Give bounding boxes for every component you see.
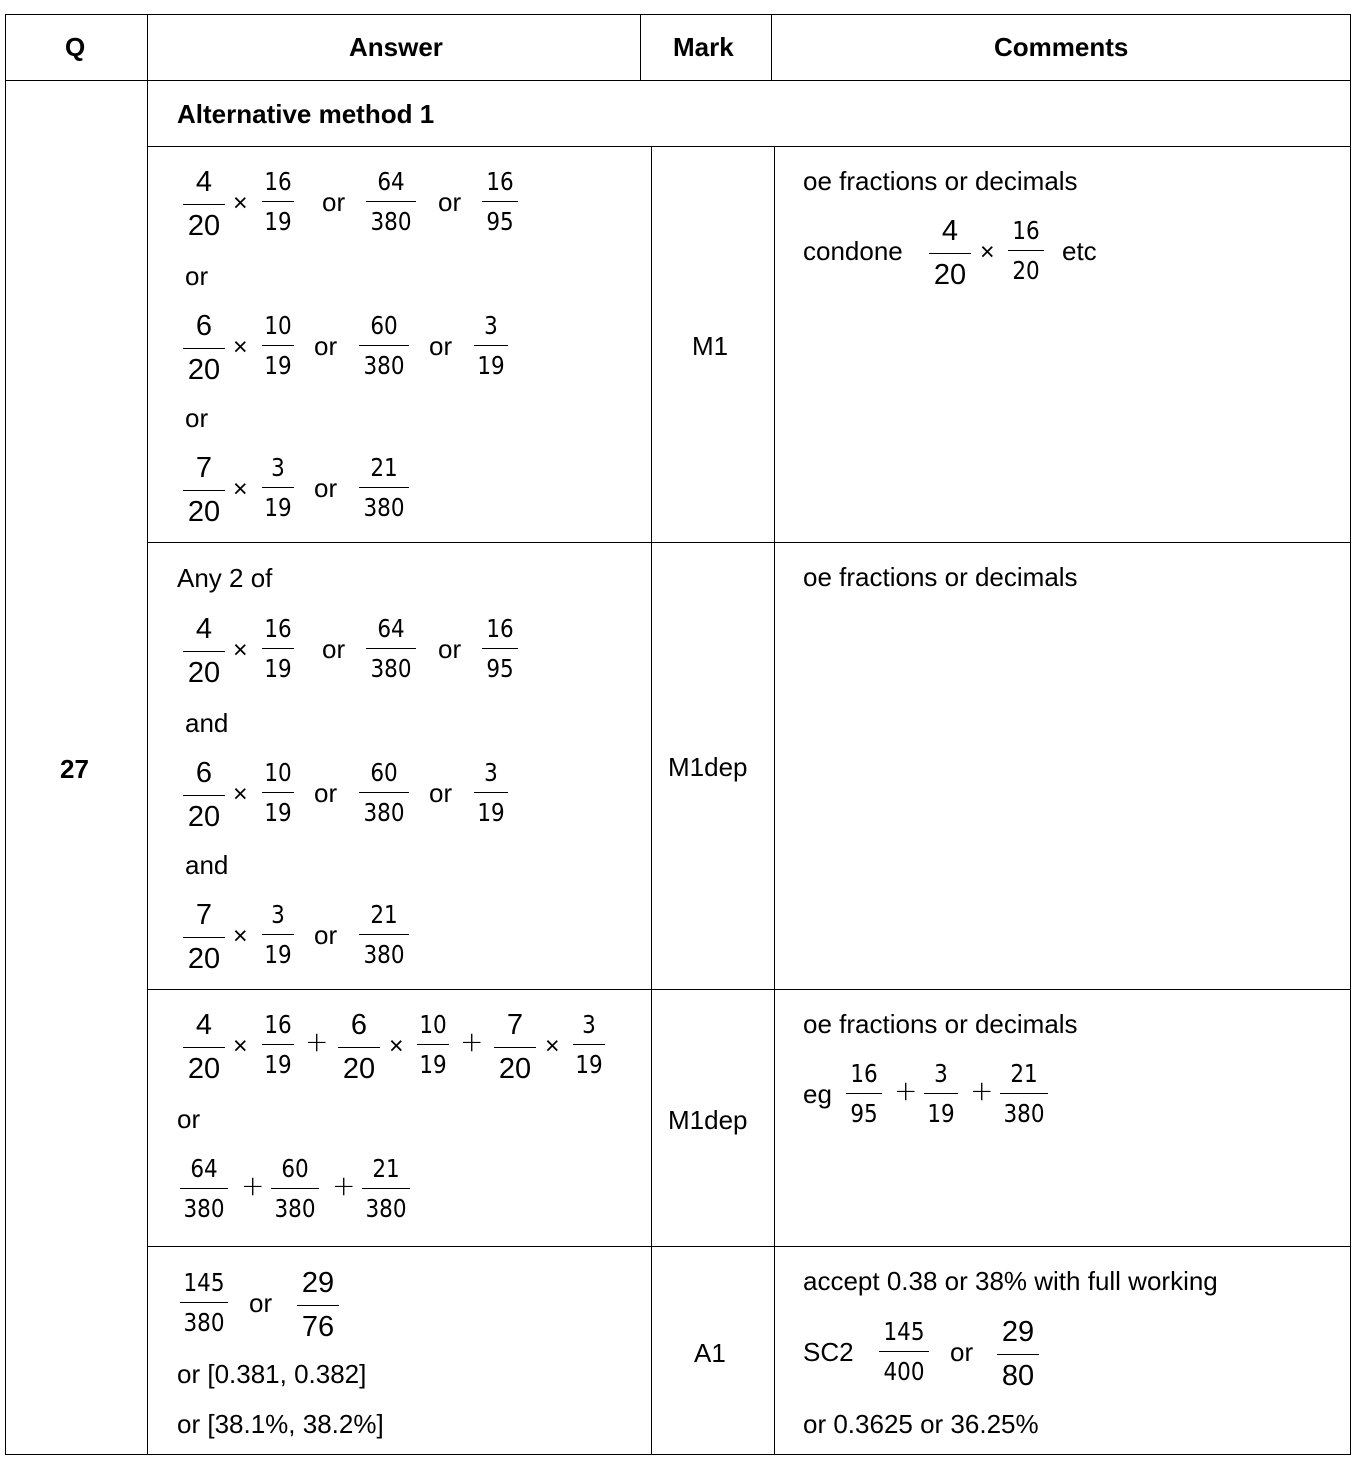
and-text: and <box>185 708 229 738</box>
fraction: 6 20 <box>183 312 225 385</box>
table-border-left <box>5 14 6 1455</box>
comment-text: oe fractions or decimals <box>803 562 1078 592</box>
etc-text: etc <box>1062 236 1097 266</box>
header-mark: Mark <box>673 32 734 62</box>
fraction: 16 19 <box>262 616 294 681</box>
fraction: 60 380 <box>359 760 409 825</box>
times-sign: × <box>233 189 248 217</box>
fraction: 60 380 <box>271 1156 319 1221</box>
fraction: 10 19 <box>417 1012 449 1077</box>
comment-text: accept 0.38 or 38% with full working <box>803 1266 1218 1296</box>
q-column-line <box>147 14 148 1455</box>
times-sign: × <box>233 333 248 361</box>
mark-row-2: M1dep <box>668 752 748 782</box>
or-text: or <box>322 187 346 217</box>
fraction: 29 76 <box>297 1269 339 1342</box>
or-text: or <box>177 1104 201 1134</box>
plus-sign: + <box>332 1169 356 1202</box>
or-text: or <box>314 920 338 950</box>
times-sign: × <box>233 1032 248 1060</box>
fraction: 4 20 <box>929 217 971 290</box>
fraction: 4 20 <box>183 1011 225 1084</box>
or-text: or <box>438 187 462 217</box>
plus-sign: + <box>241 1169 265 1202</box>
plus-sign: + <box>970 1074 994 1107</box>
method-title-bottom-line <box>147 146 1351 147</box>
row3-bottom-line <box>147 1246 1351 1247</box>
fraction: 3 19 <box>924 1061 958 1126</box>
times-sign: × <box>233 922 248 950</box>
header-bottom-line <box>5 80 1351 81</box>
fraction: 16 95 <box>482 169 518 234</box>
times-sign: × <box>389 1032 404 1060</box>
table-border-bottom <box>5 1454 1351 1455</box>
or-text: or <box>249 1288 273 1318</box>
or-text: or <box>438 634 462 664</box>
intro-text: Any 2 of <box>177 563 273 593</box>
header-answer-mark-line <box>640 14 641 81</box>
or-text: or <box>429 778 453 808</box>
fraction: 64 380 <box>180 1156 228 1221</box>
header-answer: Answer <box>349 32 443 62</box>
row1-bottom-line <box>147 542 1351 543</box>
fraction: 4 20 <box>183 615 225 688</box>
fraction: 7 20 <box>183 454 225 527</box>
or-text: or <box>314 473 338 503</box>
method-title: Alternative method 1 <box>177 99 435 129</box>
fraction: 6 20 <box>183 759 225 832</box>
mark-row-3: M1dep <box>668 1105 748 1135</box>
fraction: 16 19 <box>262 1012 294 1077</box>
fraction: 29 80 <box>997 1318 1039 1391</box>
header-comments: Comments <box>994 32 1129 62</box>
sc2-text: SC2 <box>803 1337 854 1367</box>
percent-interval-text: or [38.1%, 38.2%] <box>177 1409 384 1439</box>
fraction: 21 380 <box>1000 1061 1048 1126</box>
fraction: 21 380 <box>359 902 409 967</box>
or-text: or <box>429 331 453 361</box>
fraction: 3 19 <box>262 455 294 520</box>
comment-text: oe fractions or decimals <box>803 166 1078 196</box>
fraction: 10 19 <box>262 313 294 378</box>
fraction: 3 19 <box>262 902 294 967</box>
fraction: 7 20 <box>494 1011 536 1084</box>
plus-sign: + <box>894 1074 918 1107</box>
table-border-right <box>1350 14 1351 1455</box>
fraction: 21 380 <box>362 1156 410 1221</box>
answer-mark-line <box>651 146 652 1455</box>
fraction: 6 20 <box>338 1011 380 1084</box>
fraction: 64 380 <box>366 169 416 234</box>
fraction: 7 20 <box>183 901 225 974</box>
comment-text: or 0.3625 or 36.25% <box>803 1409 1039 1439</box>
and-text: and <box>185 850 229 880</box>
times-sign: × <box>233 780 248 808</box>
fraction: 3 19 <box>474 760 508 825</box>
fraction: 60 380 <box>359 313 409 378</box>
fraction: 16 95 <box>846 1061 882 1126</box>
mark-row-1: M1 <box>692 331 729 361</box>
times-sign: × <box>233 636 248 664</box>
plus-sign: + <box>460 1025 484 1058</box>
plus-sign: + <box>305 1025 329 1058</box>
or-text: or <box>322 634 346 664</box>
fraction: 3 19 <box>573 1012 605 1077</box>
condone-text: condone <box>803 236 903 266</box>
fraction: 145 380 <box>180 1270 228 1335</box>
eg-text: eg <box>803 1079 832 1109</box>
mark-comments-line <box>774 146 775 1455</box>
fraction: 3 19 <box>474 313 508 378</box>
header-mark-comments-line <box>771 14 772 81</box>
times-sign: × <box>545 1032 560 1060</box>
or-text: or <box>314 778 338 808</box>
table-border-top <box>5 14 1351 15</box>
mark-row-4: A1 <box>694 1338 726 1368</box>
row2-bottom-line <box>147 989 1351 990</box>
header-q: Q <box>65 32 86 62</box>
fraction: 145 400 <box>879 1319 929 1384</box>
or-text: or <box>314 331 338 361</box>
times-sign: × <box>980 238 995 266</box>
fraction: 16 19 <box>262 169 294 234</box>
question-number: 27 <box>60 754 89 784</box>
fraction: 21 380 <box>359 455 409 520</box>
fraction: 16 20 <box>1008 218 1044 283</box>
comment-text: oe fractions or decimals <box>803 1009 1078 1039</box>
fraction: 64 380 <box>366 616 416 681</box>
fraction: 4 20 <box>183 168 225 241</box>
times-sign: × <box>233 475 248 503</box>
or-text: or <box>185 261 209 291</box>
or-text: or <box>950 1337 974 1367</box>
fraction: 16 95 <box>482 616 518 681</box>
fraction: 10 19 <box>262 760 294 825</box>
interval-text: or [0.381, 0.382] <box>177 1359 367 1389</box>
or-text: or <box>185 403 209 433</box>
